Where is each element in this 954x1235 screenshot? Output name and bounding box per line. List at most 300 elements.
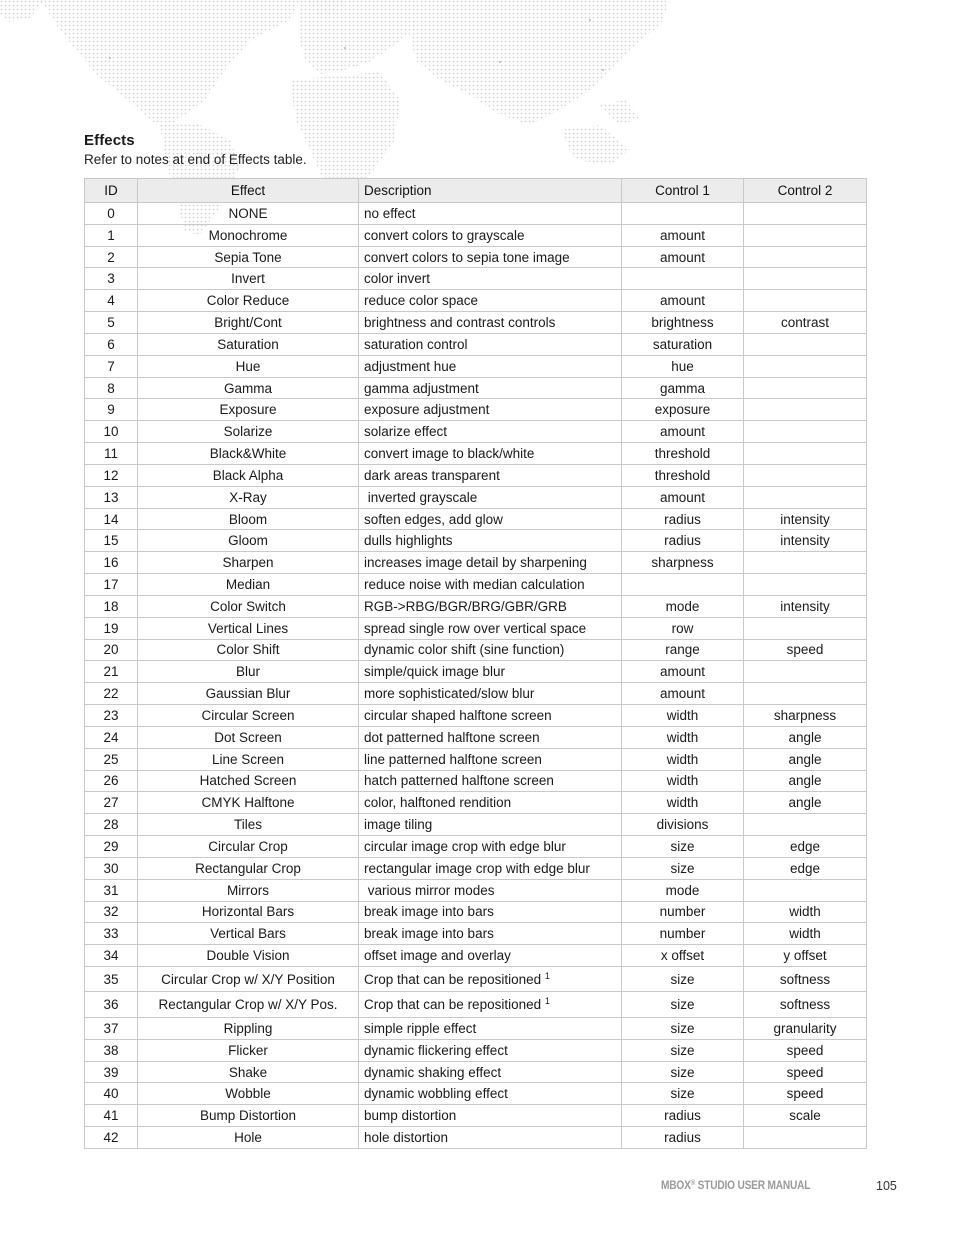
cell-description bbox=[359, 552, 622, 574]
cell-control-2-text: angle bbox=[788, 773, 822, 789]
cell-id-text: 12 bbox=[103, 467, 119, 483]
cell-description-text: dynamic shaking effect bbox=[364, 1064, 502, 1080]
cell-control-1 bbox=[622, 901, 744, 923]
cell-description-text: RGB->RBG/BGR/BRG/GBR/GRB bbox=[364, 598, 567, 614]
cell-description bbox=[359, 574, 622, 596]
cell-id bbox=[85, 203, 138, 225]
table-row bbox=[85, 530, 867, 552]
cell-control-1-text: amount bbox=[659, 489, 706, 505]
cell-effect bbox=[138, 1039, 359, 1061]
cell-control-1-text: size bbox=[670, 860, 695, 876]
cell-id bbox=[85, 595, 138, 617]
cell-effect bbox=[138, 355, 359, 377]
cell-control-2 bbox=[744, 857, 867, 879]
cell-id bbox=[85, 639, 138, 661]
cell-effect bbox=[138, 814, 359, 836]
cell-control-2 bbox=[744, 552, 867, 574]
cell-control-2 bbox=[744, 486, 867, 508]
cell-description bbox=[359, 1039, 622, 1061]
cell-effect-text: Invert bbox=[231, 271, 265, 287]
cell-description bbox=[359, 726, 622, 748]
section-subtitle: Refer to notes at end of Effects table. bbox=[84, 152, 307, 167]
cell-description bbox=[359, 1083, 622, 1105]
cell-description-text: adjustment hue bbox=[364, 358, 457, 374]
cell-control-2 bbox=[744, 355, 867, 377]
cell-effect bbox=[138, 203, 359, 225]
cell-control-1 bbox=[622, 290, 744, 312]
cell-description bbox=[359, 421, 622, 443]
table-row bbox=[85, 661, 867, 683]
cell-effect-text: Circular Crop bbox=[208, 838, 288, 854]
cell-effect bbox=[138, 530, 359, 552]
cell-id-text: 40 bbox=[103, 1086, 119, 1102]
cell-description bbox=[359, 290, 622, 312]
cell-control-1 bbox=[622, 857, 744, 879]
cell-control-1 bbox=[622, 486, 744, 508]
cell-control-1-text: width bbox=[666, 773, 699, 789]
cell-id bbox=[85, 836, 138, 858]
cell-effect bbox=[138, 224, 359, 246]
cell-effect bbox=[138, 879, 359, 901]
cell-id bbox=[85, 552, 138, 574]
cell-description-text: exposure adjustment bbox=[364, 402, 490, 418]
cell-effect-text: X-Ray bbox=[229, 489, 267, 505]
cell-control-1 bbox=[622, 836, 744, 858]
cell-id bbox=[85, 683, 138, 705]
table-row bbox=[85, 552, 867, 574]
cell-effect-text: Gloom bbox=[228, 533, 268, 549]
cell-control-2 bbox=[744, 836, 867, 858]
cell-id bbox=[85, 508, 138, 530]
cell-description bbox=[359, 901, 622, 923]
cell-control-1-text: exposure bbox=[654, 402, 711, 418]
brand-name: MBOX bbox=[661, 1180, 691, 1192]
cell-effect-text: Exposure bbox=[219, 402, 277, 418]
cell-effect bbox=[138, 857, 359, 879]
cell-id-text: 30 bbox=[103, 860, 119, 876]
cell-effect-text: NONE bbox=[228, 205, 268, 221]
cell-control-1 bbox=[622, 814, 744, 836]
cell-id bbox=[85, 1105, 138, 1127]
cell-description-text: saturation control bbox=[364, 336, 468, 352]
cell-description-text: circular image crop with edge blur bbox=[364, 838, 566, 854]
cell-description bbox=[359, 530, 622, 552]
cell-control-2 bbox=[744, 421, 867, 443]
cell-description-text: dulls highlights bbox=[364, 533, 453, 549]
cell-id bbox=[85, 1017, 138, 1039]
manual-title-footer bbox=[661, 1180, 810, 1192]
cell-description bbox=[359, 792, 622, 814]
cell-control-1-text: number bbox=[659, 904, 706, 920]
cell-description bbox=[359, 246, 622, 268]
cell-control-1-text: radius bbox=[664, 1130, 701, 1146]
cell-effect-text: Color Switch bbox=[210, 598, 286, 614]
cell-control-1-text: size bbox=[670, 971, 695, 987]
cell-description bbox=[359, 486, 622, 508]
cell-control-1-text: amount bbox=[659, 424, 706, 440]
cell-control-1-text: mode bbox=[665, 882, 700, 898]
cell-control-1 bbox=[622, 203, 744, 225]
effects-table bbox=[84, 178, 867, 1149]
cell-id-text: 26 bbox=[103, 773, 119, 789]
cell-control-2-text: intensity bbox=[780, 598, 830, 614]
table-row bbox=[85, 966, 867, 992]
cell-control-1 bbox=[622, 1039, 744, 1061]
cell-control-1 bbox=[622, 923, 744, 945]
cell-description-text: bump distortion bbox=[364, 1108, 457, 1124]
cell-control-1-text: width bbox=[666, 751, 699, 767]
cell-id bbox=[85, 421, 138, 443]
cell-description bbox=[359, 224, 622, 246]
cell-description-text: Crop that can be repositioned bbox=[364, 971, 542, 987]
cell-description bbox=[359, 464, 622, 486]
cell-id bbox=[85, 617, 138, 639]
cell-control-1-text: divisions bbox=[656, 817, 709, 833]
cell-effect bbox=[138, 748, 359, 770]
cell-control-1-text: range bbox=[665, 642, 700, 658]
cell-id-text: 15 bbox=[103, 533, 119, 549]
cell-effect bbox=[138, 1083, 359, 1105]
cell-control-1 bbox=[622, 464, 744, 486]
cell-description bbox=[359, 312, 622, 334]
cell-effect bbox=[138, 399, 359, 421]
column-header-control-1: Control 1 bbox=[622, 179, 744, 203]
cell-control-1 bbox=[622, 508, 744, 530]
cell-id-text: 38 bbox=[103, 1042, 119, 1058]
cell-effect bbox=[138, 377, 359, 399]
cell-control-1-text: x offset bbox=[660, 948, 705, 964]
cell-id bbox=[85, 857, 138, 879]
cell-control-2 bbox=[744, 224, 867, 246]
cell-effect bbox=[138, 508, 359, 530]
cell-description-text: various mirror modes bbox=[364, 882, 495, 898]
cell-id-text: 14 bbox=[103, 511, 119, 527]
cell-effect bbox=[138, 552, 359, 574]
cell-id-text: 25 bbox=[103, 751, 119, 767]
cell-control-2 bbox=[744, 1061, 867, 1083]
cell-control-1-text: row bbox=[671, 620, 694, 636]
cell-description-text: Crop that can be repositioned bbox=[364, 997, 542, 1013]
cell-id bbox=[85, 1061, 138, 1083]
cell-control-1 bbox=[622, 639, 744, 661]
cell-id bbox=[85, 992, 138, 1018]
table-header-row bbox=[85, 179, 867, 203]
cell-id-text: 34 bbox=[103, 948, 119, 964]
cell-control-1-text: radius bbox=[664, 533, 701, 549]
column-header-id: ID bbox=[85, 179, 138, 203]
cell-effect-text: Circular Crop w/ X/Y Position bbox=[161, 971, 335, 987]
cell-control-1 bbox=[622, 770, 744, 792]
cell-control-2 bbox=[744, 770, 867, 792]
cell-control-2 bbox=[744, 945, 867, 967]
cell-id bbox=[85, 399, 138, 421]
cell-description bbox=[359, 595, 622, 617]
table-row bbox=[85, 1105, 867, 1127]
cell-description-text: no effect bbox=[364, 205, 416, 221]
cell-description bbox=[359, 748, 622, 770]
cell-id-text: 29 bbox=[103, 838, 119, 854]
cell-control-2 bbox=[744, 792, 867, 814]
cell-effect bbox=[138, 945, 359, 967]
cell-description bbox=[359, 945, 622, 967]
cell-control-2 bbox=[744, 879, 867, 901]
cell-id-text: 17 bbox=[103, 576, 119, 592]
cell-description bbox=[359, 857, 622, 879]
cell-control-1 bbox=[622, 246, 744, 268]
cell-control-2 bbox=[744, 617, 867, 639]
cell-description bbox=[359, 992, 622, 1018]
cell-id-text: 28 bbox=[103, 817, 119, 833]
cell-id bbox=[85, 333, 138, 355]
cell-description-text: dynamic color shift (sine function) bbox=[364, 642, 565, 658]
cell-control-2-text: width bbox=[789, 926, 821, 942]
column-header-effect: Effect bbox=[138, 179, 359, 203]
cell-description-text: dot patterned halftone screen bbox=[364, 729, 540, 745]
cell-control-2 bbox=[744, 814, 867, 836]
cell-effect-text: Sepia Tone bbox=[214, 249, 282, 265]
table-row bbox=[85, 792, 867, 814]
cell-effect-text: Rippling bbox=[223, 1020, 273, 1036]
cell-effect-text: Vertical Lines bbox=[207, 620, 289, 636]
cell-control-1 bbox=[622, 333, 744, 355]
cell-control-2-text: speed bbox=[786, 642, 824, 658]
cell-description-text: hole distortion bbox=[364, 1130, 449, 1146]
cell-description-text: spread single row over vertical space bbox=[364, 620, 587, 636]
cell-effect-text: Gamma bbox=[223, 380, 272, 396]
cell-description bbox=[359, 377, 622, 399]
cell-id-text: 27 bbox=[103, 795, 119, 811]
table-row bbox=[85, 421, 867, 443]
cell-description-text: color invert bbox=[364, 271, 431, 287]
cell-description bbox=[359, 705, 622, 727]
table-row bbox=[85, 464, 867, 486]
cell-description bbox=[359, 661, 622, 683]
cell-control-1 bbox=[622, 443, 744, 465]
cell-control-1-text: size bbox=[670, 838, 695, 854]
cell-description-text: brightness and contrast controls bbox=[364, 315, 556, 331]
cell-id bbox=[85, 443, 138, 465]
cell-id-text: 32 bbox=[103, 904, 119, 920]
cell-description-text: simple ripple effect bbox=[364, 1020, 477, 1036]
cell-description bbox=[359, 1105, 622, 1127]
cell-control-1 bbox=[622, 377, 744, 399]
cell-control-1 bbox=[622, 399, 744, 421]
cell-effect-text: CMYK Halftone bbox=[201, 795, 295, 811]
cell-control-2-text: y offset bbox=[783, 948, 827, 964]
cell-id bbox=[85, 901, 138, 923]
table-row bbox=[85, 748, 867, 770]
cell-control-1-text: number bbox=[659, 926, 706, 942]
cell-control-2 bbox=[744, 290, 867, 312]
cell-effect bbox=[138, 421, 359, 443]
cell-id-text: 18 bbox=[103, 598, 119, 614]
cell-description bbox=[359, 1017, 622, 1039]
cell-control-2-text: softness bbox=[779, 971, 831, 987]
cell-effect bbox=[138, 683, 359, 705]
table-row bbox=[85, 923, 867, 945]
cell-id-text: 42 bbox=[103, 1130, 119, 1146]
cell-control-1-text: size bbox=[670, 1064, 695, 1080]
cell-effect bbox=[138, 639, 359, 661]
cell-control-2 bbox=[744, 726, 867, 748]
cell-control-1 bbox=[622, 617, 744, 639]
cell-control-2-text: speed bbox=[786, 1042, 824, 1058]
cell-description bbox=[359, 355, 622, 377]
cell-id bbox=[85, 945, 138, 967]
cell-control-1 bbox=[622, 945, 744, 967]
table-row bbox=[85, 1083, 867, 1105]
cell-control-2 bbox=[744, 901, 867, 923]
cell-description-text: reduce color space bbox=[364, 293, 479, 309]
cell-control-1-text: size bbox=[670, 997, 695, 1013]
cell-control-2-text: width bbox=[789, 904, 821, 920]
cell-description-text: more sophisticated/slow blur bbox=[364, 686, 535, 702]
cell-control-1-text: size bbox=[670, 1086, 695, 1102]
cell-description-text: break image into bars bbox=[364, 904, 494, 920]
cell-control-2 bbox=[744, 246, 867, 268]
table-row bbox=[85, 1127, 867, 1149]
cell-description bbox=[359, 268, 622, 290]
cell-description-text: rectangular image crop with edge blur bbox=[364, 860, 590, 876]
cell-description-text: solarize effect bbox=[364, 424, 448, 440]
cell-effect-text: Solarize bbox=[223, 424, 273, 440]
cell-effect-text: Rectangular Crop bbox=[195, 860, 301, 876]
cell-id-text: 33 bbox=[103, 926, 119, 942]
cell-control-1-text: size bbox=[670, 1042, 695, 1058]
registered-mark: ® bbox=[690, 1180, 696, 1187]
cell-description-text: simple/quick image blur bbox=[364, 664, 506, 680]
cell-id-text: 13 bbox=[103, 489, 119, 505]
cell-control-1 bbox=[622, 1127, 744, 1149]
cell-control-1 bbox=[622, 792, 744, 814]
cell-id bbox=[85, 268, 138, 290]
cell-control-1-text: amount bbox=[659, 686, 706, 702]
cell-effect-text: Line Screen bbox=[211, 751, 285, 767]
cell-control-1 bbox=[622, 966, 744, 992]
table-row bbox=[85, 1017, 867, 1039]
cell-description bbox=[359, 639, 622, 661]
cell-effect-text: Saturation bbox=[217, 336, 279, 352]
cell-control-2 bbox=[744, 508, 867, 530]
cell-description bbox=[359, 683, 622, 705]
cell-control-1-text: brightness bbox=[651, 315, 714, 331]
cell-id bbox=[85, 1083, 138, 1105]
cell-control-1 bbox=[622, 1017, 744, 1039]
cell-id bbox=[85, 879, 138, 901]
cell-id bbox=[85, 290, 138, 312]
cell-description-text: gamma adjustment bbox=[364, 380, 479, 396]
cell-control-1 bbox=[622, 268, 744, 290]
cell-control-1 bbox=[622, 595, 744, 617]
table-row bbox=[85, 268, 867, 290]
table-row bbox=[85, 508, 867, 530]
cell-control-2 bbox=[744, 1017, 867, 1039]
cell-description bbox=[359, 333, 622, 355]
cell-id-text: 22 bbox=[103, 686, 119, 702]
cell-description-text: soften edges, add glow bbox=[364, 511, 503, 527]
cell-id-text: 36 bbox=[103, 997, 119, 1013]
cell-id-text: 6 bbox=[107, 336, 115, 352]
cell-control-1 bbox=[622, 574, 744, 596]
cell-effect bbox=[138, 1017, 359, 1039]
table-row bbox=[85, 224, 867, 246]
cell-effect bbox=[138, 312, 359, 334]
cell-control-2-text: angle bbox=[788, 795, 822, 811]
table-row bbox=[85, 617, 867, 639]
cell-control-2 bbox=[744, 268, 867, 290]
cell-id-text: 11 bbox=[103, 446, 118, 462]
cell-id bbox=[85, 224, 138, 246]
cell-effect-text: Rectangular Crop w/ X/Y Pos. bbox=[158, 997, 338, 1013]
table-row bbox=[85, 639, 867, 661]
cell-effect-text: Bump Distortion bbox=[199, 1108, 297, 1124]
table-row bbox=[85, 814, 867, 836]
cell-effect bbox=[138, 966, 359, 992]
cell-description bbox=[359, 1061, 622, 1083]
cell-effect bbox=[138, 1061, 359, 1083]
cell-control-2-text: softness bbox=[779, 997, 831, 1013]
cell-control-2-text: sharpness bbox=[773, 707, 837, 723]
table-row bbox=[85, 945, 867, 967]
cell-description-text: hatch patterned halftone screen bbox=[364, 773, 554, 789]
cell-effect bbox=[138, 333, 359, 355]
cell-description-text: inverted grayscale bbox=[364, 489, 478, 505]
table-row bbox=[85, 486, 867, 508]
cell-control-1-text: threshold bbox=[654, 467, 711, 483]
cell-effect-text: Wobble bbox=[225, 1086, 271, 1102]
cell-effect-text: Hatched Screen bbox=[199, 773, 297, 789]
cell-description bbox=[359, 923, 622, 945]
cell-control-2-text: granularity bbox=[773, 1020, 837, 1036]
cell-id-text: 2 bbox=[107, 249, 115, 265]
cell-control-2-text: intensity bbox=[780, 511, 830, 527]
cell-control-2 bbox=[744, 595, 867, 617]
cell-effect bbox=[138, 1105, 359, 1127]
cell-effect bbox=[138, 595, 359, 617]
cell-effect bbox=[138, 1127, 359, 1149]
cell-id-text: 35 bbox=[103, 971, 119, 987]
cell-description bbox=[359, 443, 622, 465]
cell-effect-text: Shake bbox=[228, 1064, 268, 1080]
cell-id-text: 0 bbox=[107, 205, 115, 221]
cell-description-text: circular shaped halftone screen bbox=[364, 707, 552, 723]
cell-id bbox=[85, 530, 138, 552]
cell-control-1 bbox=[622, 705, 744, 727]
cell-control-2 bbox=[744, 399, 867, 421]
cell-effect bbox=[138, 443, 359, 465]
cell-description bbox=[359, 770, 622, 792]
column-header-control-2: Control 2 bbox=[744, 179, 867, 203]
table-row bbox=[85, 683, 867, 705]
cell-id-text: 10 bbox=[103, 424, 119, 440]
cell-effect bbox=[138, 617, 359, 639]
cell-effect-text: Median bbox=[225, 576, 271, 592]
footnote-marker: 1 bbox=[544, 970, 550, 981]
cell-control-2 bbox=[744, 377, 867, 399]
cell-effect-text: Hole bbox=[234, 1130, 262, 1146]
cell-effect bbox=[138, 770, 359, 792]
table-row bbox=[85, 290, 867, 312]
cell-effect-text: Bloom bbox=[228, 511, 268, 527]
cell-description bbox=[359, 399, 622, 421]
cell-control-1-text: mode bbox=[665, 598, 700, 614]
cell-description bbox=[359, 617, 622, 639]
cell-id bbox=[85, 792, 138, 814]
cell-id-text: 21 bbox=[103, 664, 119, 680]
cell-id-text: 31 bbox=[103, 882, 119, 898]
cell-effect-text: Mirrors bbox=[227, 882, 269, 898]
cell-control-2-text: edge bbox=[789, 860, 821, 876]
